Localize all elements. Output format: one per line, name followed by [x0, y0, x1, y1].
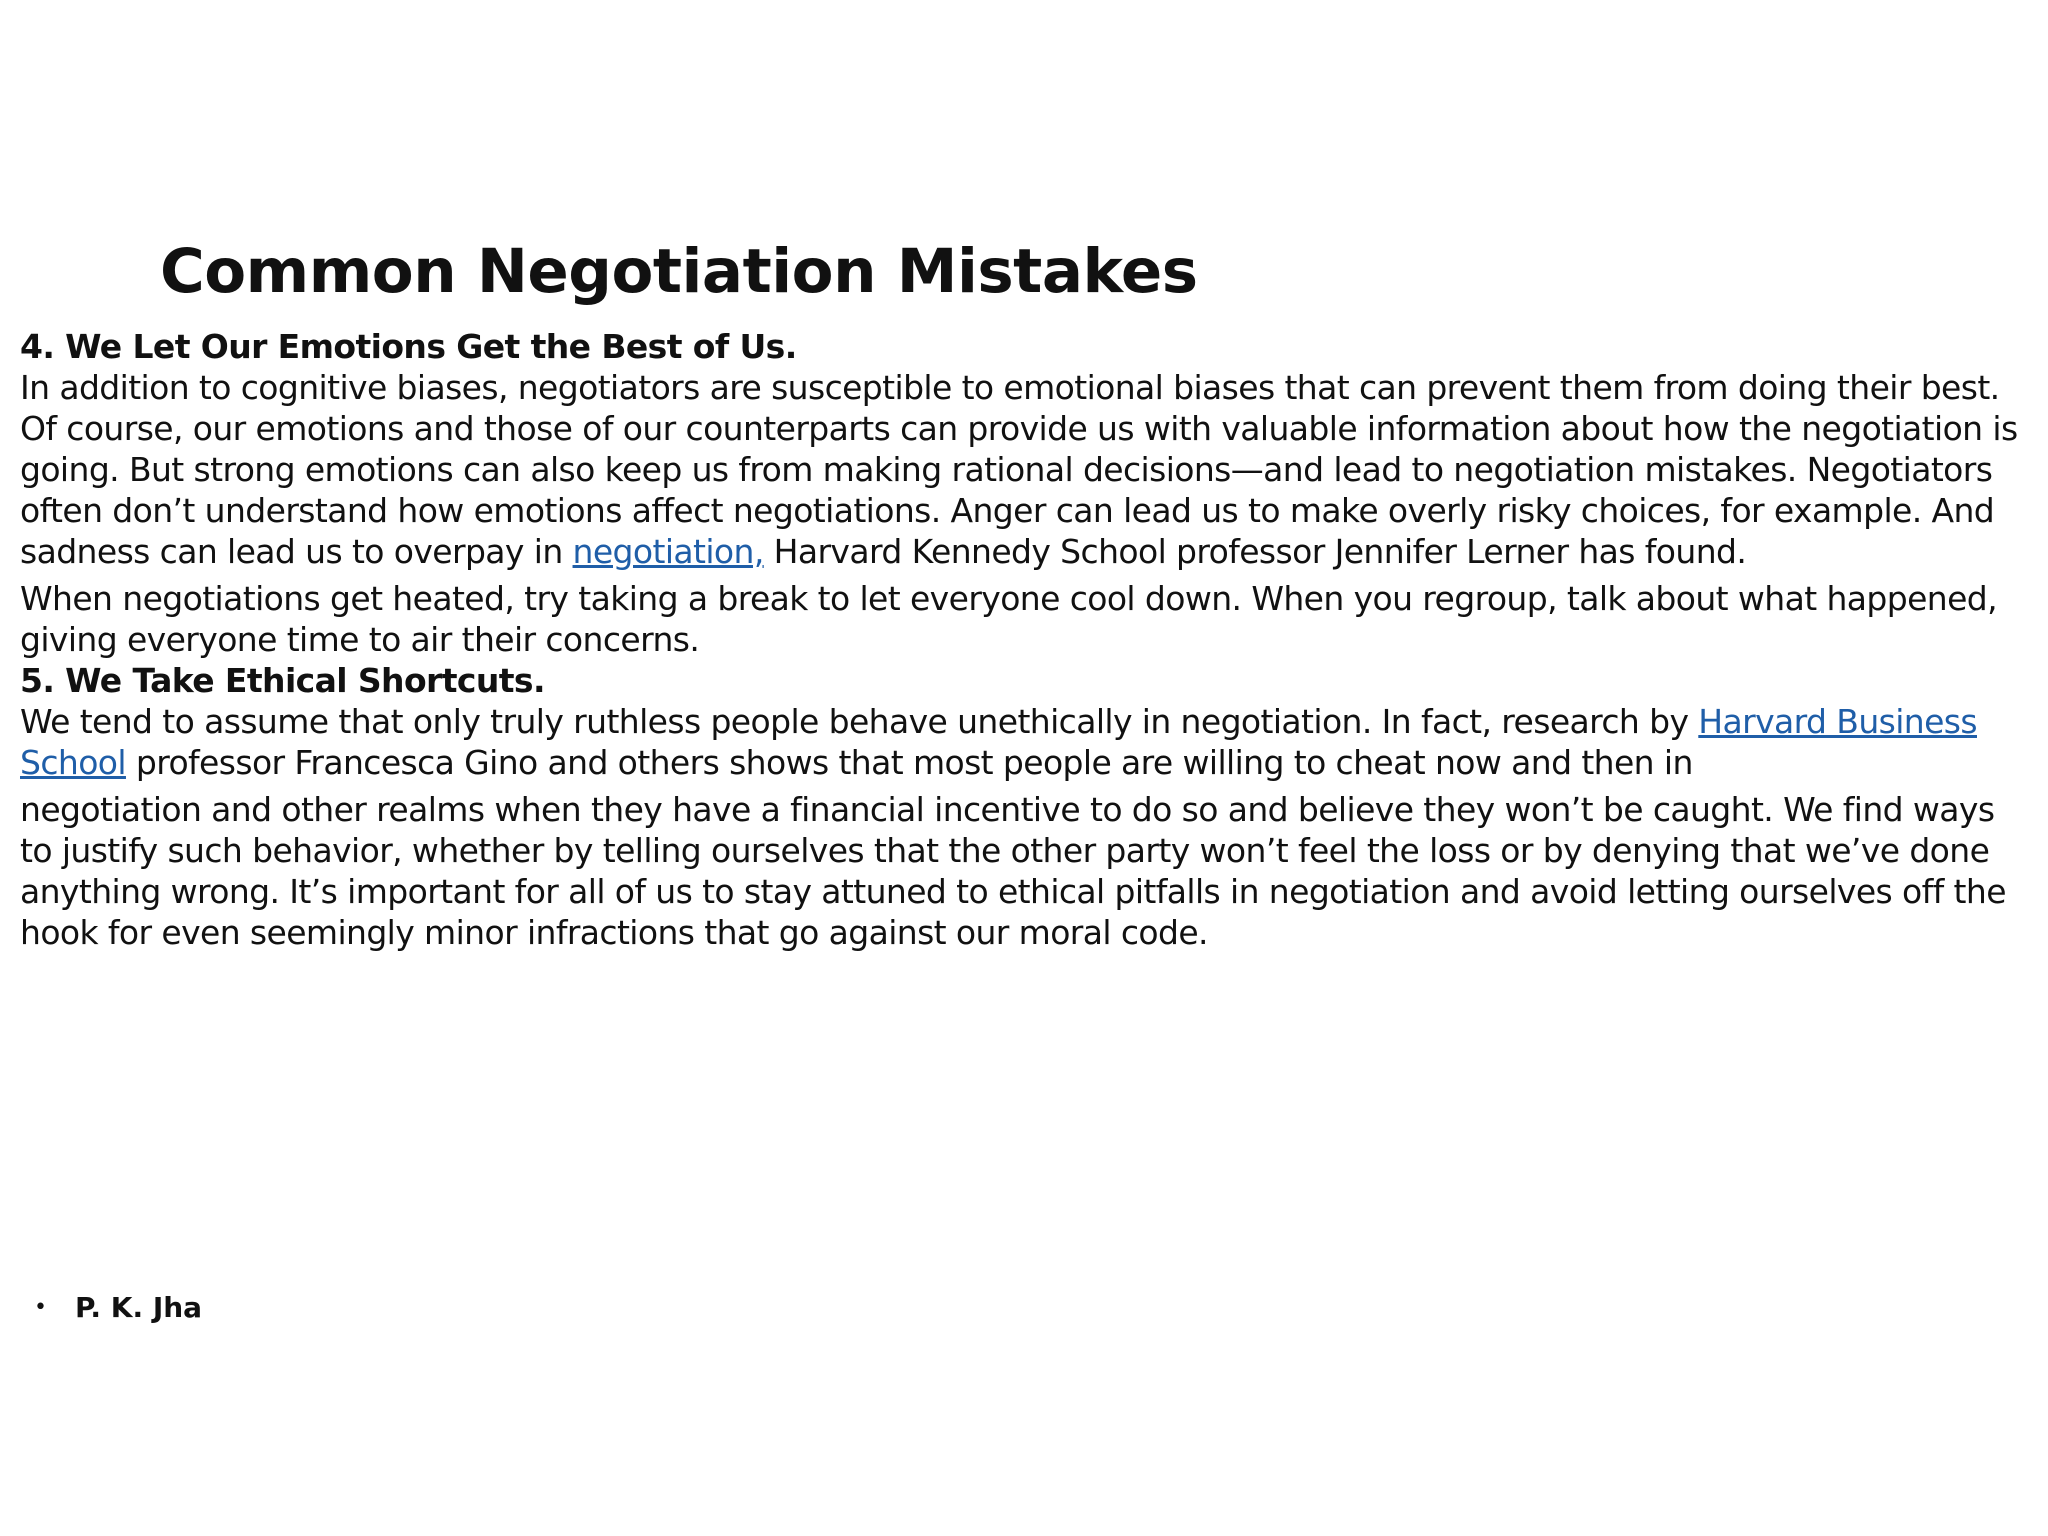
negotiation-link[interactable]: negotiation, [572, 532, 764, 571]
section-5-text-after-link: professor Francesca Gino and others shows that most people are willing to cheat now and then in [125, 743, 1693, 782]
author-bullet [34, 1288, 202, 1328]
section-4-heading: 4. We Let Our Emotions Get the Best of Us. [20, 327, 797, 366]
section-5-paragraph-2: negotiation and other realms when they have a financial incentive to do so and believe they won’t be caught. We find ways to justify such behavior, whether by telling ourselves that the other party won’t feel the loss or by denying that we’ve done anything wrong. It’s important for all of us to stay attuned to ethical pitfalls in negotiation and avoid letting ourselves off the hook for even seemingly minor infractions that go against our moral code. [20, 790, 2006, 952]
slide-body [20, 326, 2030, 953]
section-4-text-after-link: Harvard Kennedy School professor Jennifer Lerner has found. [763, 532, 1747, 571]
author-name: P. K. Jha [74, 1291, 203, 1324]
slide-title: Common Negotiation Mistakes [160, 236, 1198, 307]
harvard-business-school-link[interactable]: Harvard Business School [20, 702, 1977, 782]
section-5-text-before-link: We tend to assume that only truly ruthless people behave unethically in negotiation. In fact, research by [20, 702, 1699, 741]
section-4-paragraph-2: When negotiations get heated, try taking a break to let everyone cool down. When you regroup, talk about what happened, giving everyone time to air their concerns. [20, 579, 1998, 659]
bullet-icon: • [34, 1295, 47, 1320]
section-4-text: In addition to cognitive biases, negotiators are susceptible to emotional biases that can prevent them from doing their best. Of course, our emotions and those of our counterparts can provide us with valuable information about how the negotiation is going. But strong emotions can also keep us from making rational decisions—and lead to negotiation mistakes. Negotiators often don’t understand how emotions affect negotiations. Anger can lead us to make overly risky choices, for example. And sadness can lead us to overpay in [20, 368, 2018, 571]
section-4-paragraph-1 [20, 367, 2030, 572]
section-5-paragraph-1 [20, 701, 2030, 783]
section-5-heading: 5. We Take Ethical Shortcuts. [20, 661, 545, 700]
